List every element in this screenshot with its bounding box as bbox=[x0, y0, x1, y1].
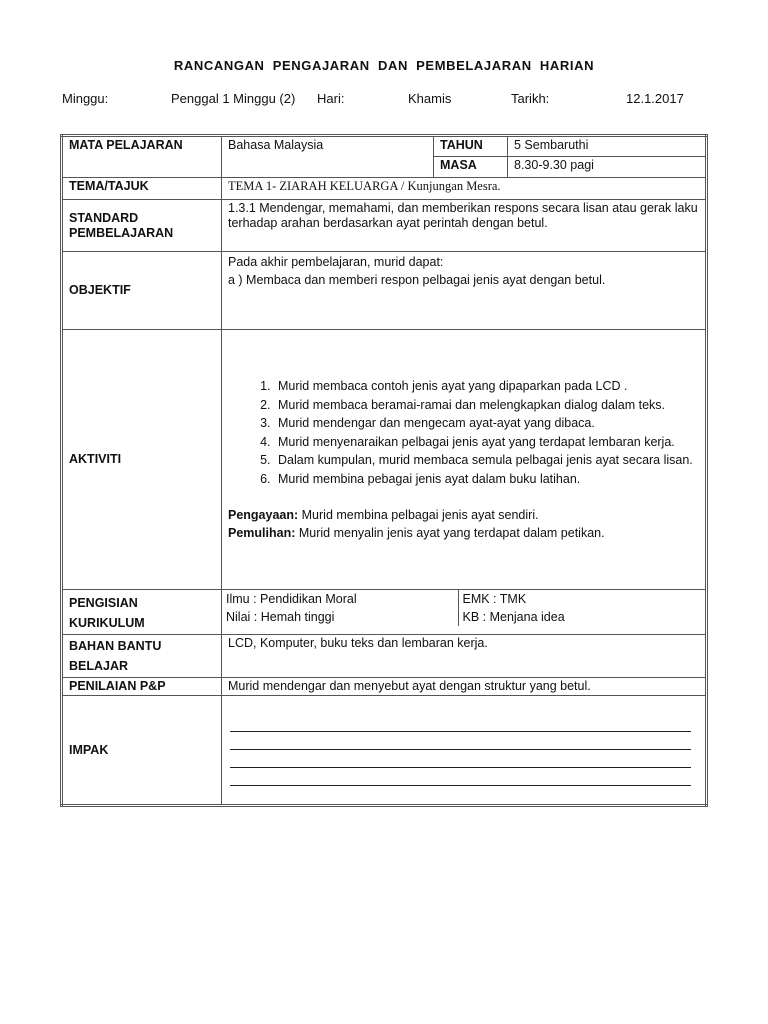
impak-cell bbox=[222, 696, 707, 806]
tema-label: TEMA/TAJUK bbox=[62, 178, 222, 200]
objektif-line1: Pada akhir pembelajaran, murid dapat: bbox=[228, 255, 444, 269]
masa-label: MASA bbox=[434, 157, 508, 178]
tema-value bbox=[222, 178, 707, 200]
tarikh-value: 12.1.2017 bbox=[626, 91, 684, 106]
impak-label: IMPAK bbox=[62, 696, 222, 806]
kb-text: KB : Menjana idea bbox=[462, 610, 565, 624]
page-title: RANCANGAN PENGAJARAN DAN PEMBELAJARAN HARIAN bbox=[173, 58, 595, 73]
aktiviti-label: AKTIVITI bbox=[62, 330, 222, 590]
standard-label: STANDARD PEMBELAJARAN bbox=[62, 200, 222, 252]
pengayaan-text: Murid membina pelbagai jenis ayat sendiri. bbox=[298, 508, 539, 522]
penilaian-value: Murid mendengar dan menyebut ayat dengan struktur yang betul. bbox=[222, 678, 707, 696]
bahan-label: BAHAN BANTU BELAJAR bbox=[62, 635, 222, 678]
aktiviti-item: 1. Murid membaca contoh jenis ayat yang dipaparkan pada LCD . bbox=[274, 377, 699, 396]
objektif-label: OBJEKTIF bbox=[62, 252, 222, 330]
emk-text: EMK : TMK bbox=[462, 592, 527, 606]
impak-blank-line bbox=[230, 750, 691, 768]
pengisian-label: PENGISIAN KURIKULUM bbox=[62, 590, 222, 635]
mata-pelajaran-value: Bahasa Malaysia bbox=[222, 136, 434, 178]
minggu-label: Minggu: bbox=[62, 91, 109, 106]
aktiviti-item: 6. Murid membina pebagai jenis ayat dalam buku latihan. bbox=[274, 470, 699, 489]
pemulihan-line bbox=[228, 524, 699, 542]
impak-blank-line bbox=[230, 732, 691, 750]
tema-value-b: Kunjungan Mesra. bbox=[407, 179, 501, 193]
tema-value-a: TEMA 1- ZIARAH KELUARGA / bbox=[228, 179, 408, 193]
mata-pelajaran-label: MATA PELAJARAN bbox=[62, 136, 222, 178]
aktiviti-item: 2. Murid membaca beramai-ramai dan melengkapkan dialog dalam teks. bbox=[274, 396, 699, 415]
lesson-plan-table bbox=[60, 134, 708, 807]
pengisian-cell bbox=[222, 590, 707, 635]
masa-value: 8.30-9.30 pagi bbox=[508, 157, 707, 178]
aktiviti-item: 4. Murid menyenaraikan pelbagai jenis ayat yang terdapat lembaran kerja. bbox=[274, 433, 699, 452]
aktiviti-item: 5. Dalam kumpulan, murid membaca semula pelbagai jenis ayat secara lisan. bbox=[274, 451, 699, 470]
pengisian-right bbox=[458, 590, 705, 626]
penilaian-label: PENILAIAN P&P bbox=[62, 678, 222, 696]
bahan-value: LCD, Komputer, buku teks dan lembaran kerja. bbox=[222, 635, 707, 678]
pengisian-left bbox=[222, 590, 458, 626]
pengayaan-line bbox=[228, 506, 699, 524]
penggal-value: Penggal 1 Minggu (2) bbox=[171, 91, 296, 106]
aktiviti-item: 3. Murid mendengar dan mengecam ayat-ayat yang dibaca. bbox=[274, 414, 699, 433]
pengisian-subtable bbox=[222, 590, 705, 626]
hari-label: Hari: bbox=[317, 91, 345, 106]
aktiviti-cell bbox=[222, 330, 707, 590]
objektif-line2: a ) Membaca dan memberi respon pelbagai jenis ayat dengan betul. bbox=[228, 273, 606, 287]
pengayaan-label: Pengayaan: bbox=[228, 508, 299, 522]
tahun-label: TAHUN bbox=[434, 136, 508, 157]
aktiviti-list bbox=[228, 377, 699, 488]
standard-value: 1.3.1 Mendengar, memahami, dan memberikan respons secara lisan atau gerak laku terhadap arahan berdasarkan ayat perintah dengan betul. bbox=[222, 200, 707, 252]
hari-value: Khamis bbox=[408, 91, 452, 106]
pemulihan-text: Murid menyalin jenis ayat yang terdapat dalam petikan. bbox=[295, 526, 605, 540]
objektif-cell bbox=[222, 252, 707, 330]
nilai-text: Nilai : Hemah tinggi bbox=[226, 610, 335, 624]
impak-blank-line bbox=[230, 714, 691, 732]
ilmu-text: Ilmu : Pendidikan Moral bbox=[226, 592, 357, 606]
pemulihan-label: Pemulihan: bbox=[228, 526, 296, 540]
tarikh-label: Tarikh: bbox=[511, 91, 550, 106]
impak-blank-line bbox=[230, 768, 691, 786]
tahun-value: 5 Sembaruthi bbox=[508, 136, 707, 157]
